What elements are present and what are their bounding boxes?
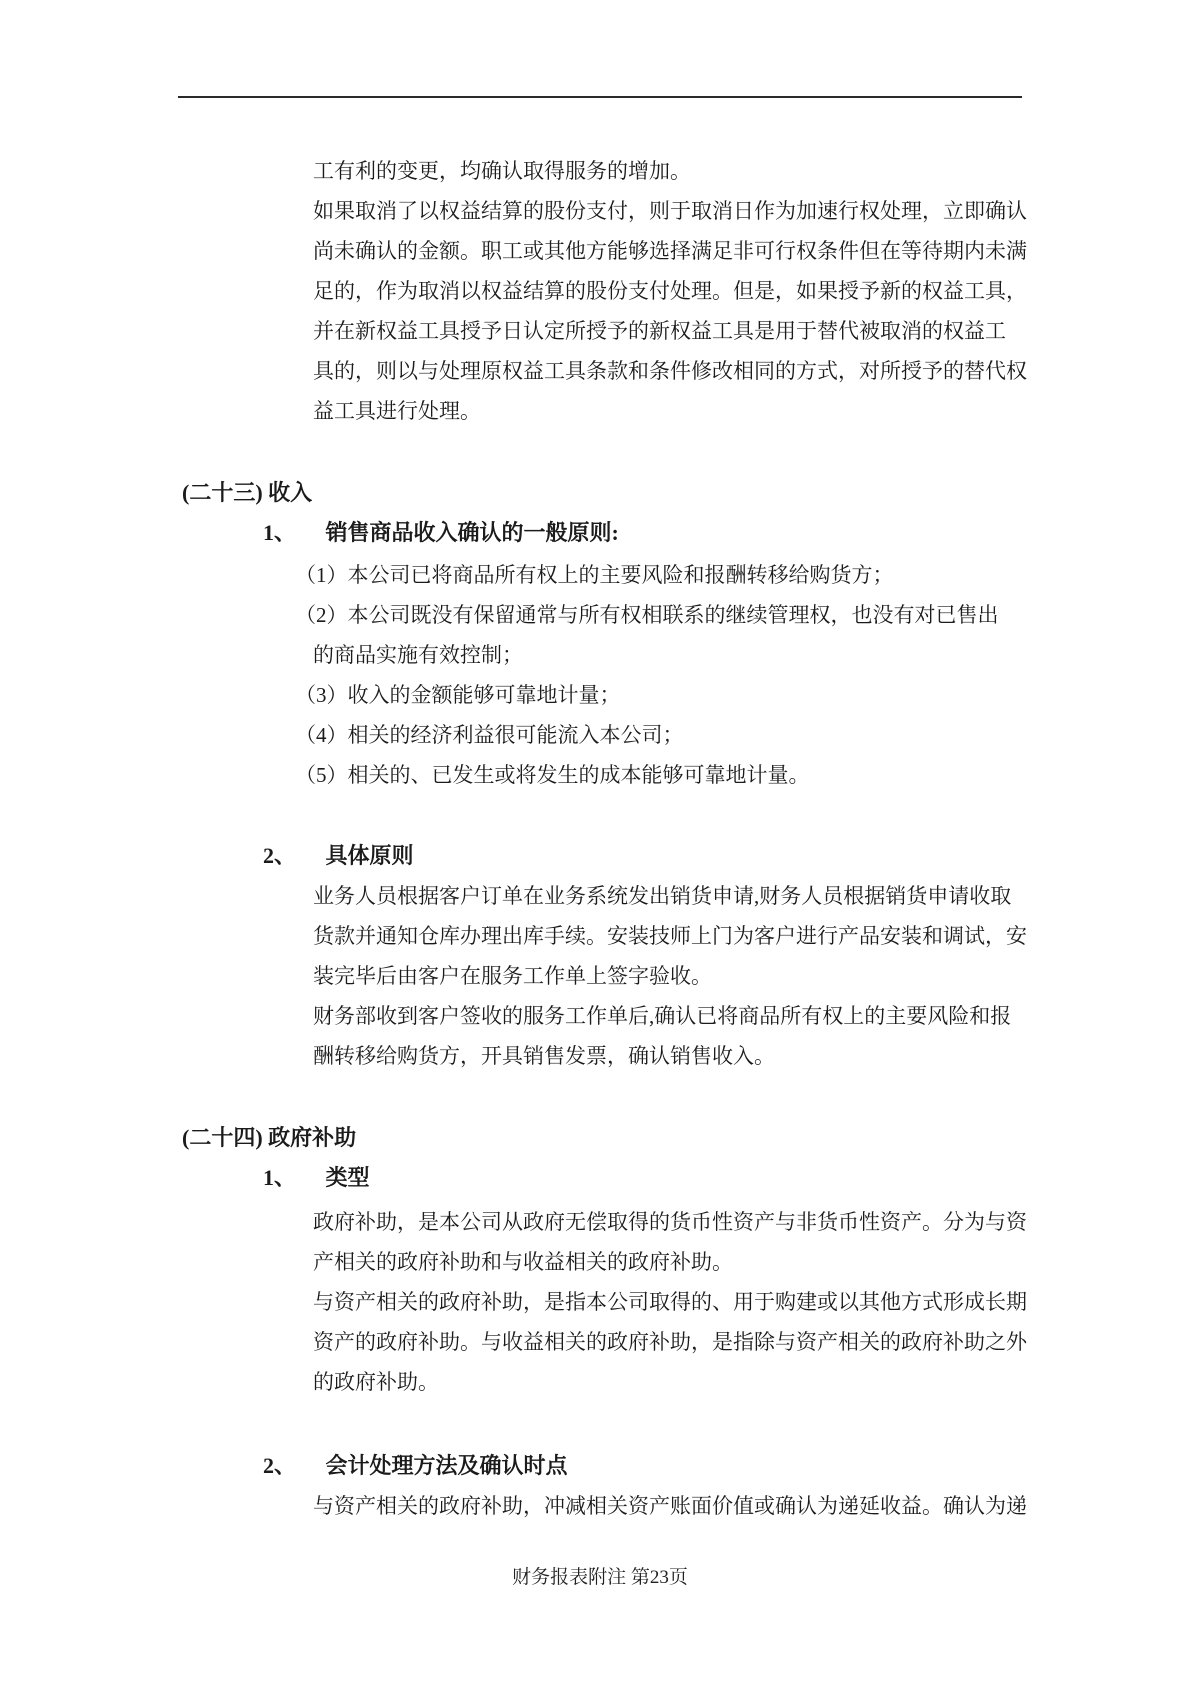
body-line: 尚未确认的金额。职工或其他方能够选择满足非可行权条件但在等待期内未满 xyxy=(313,239,1027,263)
section-title: 收入 xyxy=(268,480,313,505)
body-line: 工有利的变更，均确认取得服务的增加。 xyxy=(313,159,691,183)
intro-paragraph xyxy=(313,151,1032,431)
document-content xyxy=(0,151,1200,1526)
section-label: (二十四) xyxy=(182,1125,263,1150)
body-line: 政府补助，是本公司从政府无偿取得的货币性资产与非货币性资产。分为与资 xyxy=(313,1210,1027,1234)
list-item-line: （3）收入的金额能够可靠地计量； xyxy=(295,683,621,707)
subhead-specific-principles xyxy=(263,836,1200,876)
subhead-title: 会计处理方法及确认时点 xyxy=(325,1453,568,1478)
list-item-line: 的商品实施有效控制； xyxy=(313,643,523,667)
section-heading-government-grants xyxy=(182,1118,1200,1158)
section-heading-revenue xyxy=(182,473,1200,513)
body-paragraph xyxy=(313,1202,1032,1282)
body-paragraph xyxy=(313,1486,1032,1526)
body-line: 装完毕后由客户在服务工作单上签字验收。 xyxy=(313,964,712,988)
subhead-title: 具体原则 xyxy=(325,843,414,868)
body-line: 足的，作为取消以权益结算的股份支付处理。但是，如果授予新的权益工具， xyxy=(313,279,1027,303)
body-paragraph xyxy=(313,1282,1032,1402)
subhead-title: 类型 xyxy=(325,1165,370,1190)
body-line: 具的，则以与处理原权益工具条款和条件修改相同的方式，对所授予的替代权 xyxy=(313,359,1027,383)
body-line: 并在新权益工具授予日认定所授予的新权益工具是用于替代被取消的权益工 xyxy=(313,319,1006,343)
section-label: (二十三) xyxy=(182,480,263,505)
subhead-number: 2、 xyxy=(263,843,297,868)
subhead-number: 1、 xyxy=(263,1165,297,1190)
body-line: 财务部收到客户签收的服务工作单后,确认已将商品所有权上的主要风险和报 xyxy=(313,1004,1012,1028)
numbered-items-paragraph xyxy=(295,555,1032,795)
header-rule xyxy=(178,96,1022,98)
subhead-number: 1、 xyxy=(263,520,297,545)
body-paragraph xyxy=(313,876,1032,996)
body-line: 酬转移给购货方，开具销售发票，确认销售收入。 xyxy=(313,1044,775,1068)
body-line: 业务人员根据客户订单在业务系统发出销货申请,财务人员根据销货申请收取 xyxy=(313,884,1012,908)
body-line: 与资产相关的政府补助，冲减相关资产账面价值或确认为递延收益。确认为递 xyxy=(313,1494,1027,1518)
body-line: 货款并通知仓库办理出库手续。安装技师上门为客户进行产品安装和调试，安 xyxy=(313,924,1027,948)
subhead-number: 2、 xyxy=(263,1453,297,1478)
section-title: 政府补助 xyxy=(268,1125,357,1150)
list-item-line: （5）相关的、已发生或将发生的成本能够可靠地计量。 xyxy=(295,763,810,787)
body-line: 如果取消了以权益结算的股份支付，则于取消日作为加速行权处理，立即确认 xyxy=(313,199,1027,223)
subhead-title: 销售商品收入确认的一般原则: xyxy=(325,520,619,545)
body-line: 产相关的政府补助和与收益相关的政府补助。 xyxy=(313,1250,733,1274)
list-item-line: （2）本公司既没有保留通常与所有权相联系的继续管理权，也没有对已售出 xyxy=(295,603,999,627)
subhead-accounting-treatment xyxy=(263,1446,1200,1486)
body-line: 与资产相关的政府补助，是指本公司取得的、用于购建或以其他方式形成长期 xyxy=(313,1290,1027,1314)
body-paragraph xyxy=(313,996,1032,1076)
subhead-general-principles xyxy=(263,513,1200,553)
body-line: 的政府补助。 xyxy=(313,1370,439,1394)
list-item-line: （4）相关的经济利益很可能流入本公司； xyxy=(295,723,684,747)
page-footer: 财务报表附注 第23页 xyxy=(512,1567,688,1588)
body-line: 资产的政府补助。与收益相关的政府补助，是指除与资产相关的政府补助之外 xyxy=(313,1330,1027,1354)
body-line: 益工具进行处理。 xyxy=(313,399,481,423)
subhead-grant-types xyxy=(263,1158,1200,1198)
list-item-line: （1）本公司已将商品所有权上的主要风险和报酬转移给购货方； xyxy=(295,563,894,587)
